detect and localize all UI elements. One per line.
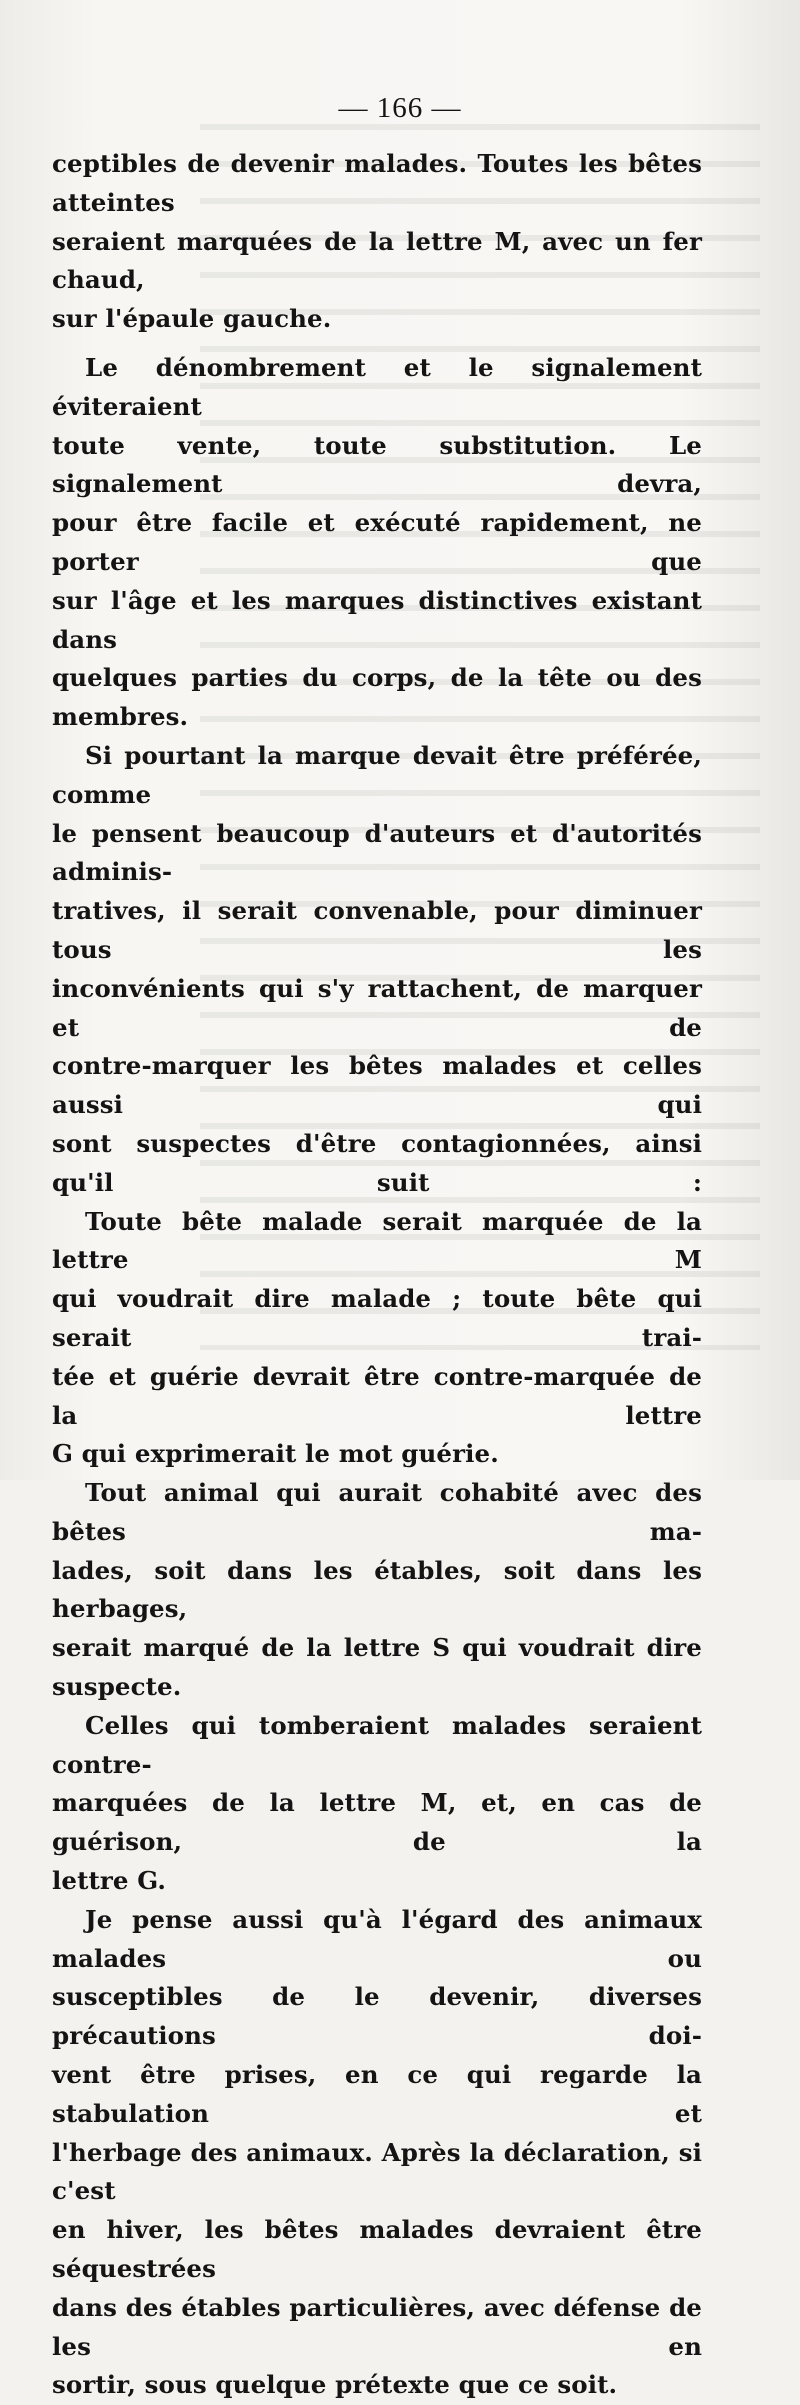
text-line: vent être prises, en ce qui regarde la stabulation et — [52, 2060, 702, 2128]
text-line: tée et guérie devrait être contre-marquée de la lettre — [52, 1361, 702, 1430]
text-line: Si pourtant la marque devait être préférée, comme — [52, 740, 702, 809]
text-line: tratives, il serait convenable, pour diminuer tous les — [52, 896, 702, 964]
page-number: — 166 — — [338, 92, 462, 124]
text-line: seraient marquées de la lettre M, avec un fer chaud, — [52, 226, 702, 295]
text-line: Je pense aussi qu'à l'égard des animaux malades ou — [52, 1904, 702, 1973]
text-line: susceptibles de le devenir, diverses précautions doi- — [52, 1982, 702, 2051]
text-line: Tout animal qui aurait cohabité avec des bêtes ma- — [52, 1478, 702, 1546]
text-line: qui voudrait dire malade ; toute bête qui serait trai- — [52, 1284, 702, 1352]
text-line: Celles qui tomberaient malades seraient contre- — [52, 1710, 702, 1779]
text-line: dans des étables particulières, avec défense de les en — [52, 2292, 702, 2361]
text-line: G qui exprimerait le mot guérie. — [52, 1439, 499, 1469]
text-line: sur l'épaule gauche. — [52, 304, 332, 334]
text-line: l'herbage des animaux. Après la déclaration, si c'est — [52, 2137, 702, 2206]
text-line: quelques parties du corps, de la tête ou des membres. — [52, 663, 702, 732]
text-line: pour être facile et exécuté rapidement, ne porter que — [52, 508, 702, 576]
text-line: lades, soit dans les étables, soit dans les herbages, — [52, 1555, 702, 1624]
text-line: inconvénients qui s'y rattachent, de marquer et de — [52, 973, 702, 1042]
text-line: marquées de la lettre M, et, en cas de guérison, de la — [52, 1788, 702, 1857]
text-line: en hiver, les bêtes malades devraient être séquestrées — [52, 2215, 702, 2284]
body-text — [52, 145, 702, 2405]
text-line: toute vente, toute substitution. Le signalement devra, — [52, 430, 702, 499]
text-line: serait marqué de la lettre S qui voudrait dire suspecte. — [52, 1633, 702, 1702]
text-line: lettre G. — [52, 1866, 167, 1896]
text-line: ceptibles de devenir malades. Toutes les bêtes atteintes — [52, 149, 702, 217]
text-line: Le dénombrement et le signalement éviteraient — [52, 352, 702, 421]
text-line: sur l'âge et les marques distinctives existant dans — [52, 585, 702, 654]
text-line: Toute bête malade serait marquée de la lettre M — [52, 1206, 702, 1275]
text-line: le pensent beaucoup d'auteurs et d'autorités adminis- — [52, 818, 702, 887]
text-line: sortir, sous quelque prétexte que ce soit. — [52, 2370, 618, 2400]
text-line: sont suspectes d'être contagionnées, ainsi qu'il suit : — [52, 1128, 702, 1197]
text-line: contre-marquer les bêtes malades et celles aussi qui — [52, 1051, 702, 1120]
